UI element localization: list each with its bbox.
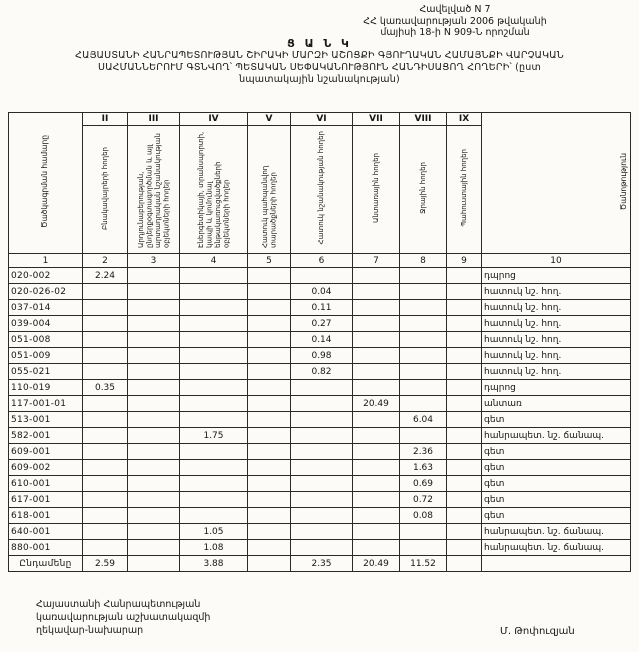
table-row [9, 284, 631, 300]
value-cell [248, 508, 291, 524]
code-cell: 020-026-02 [9, 284, 83, 300]
code-cell: 582-001 [9, 428, 83, 444]
value-cell: 2.24 [83, 268, 128, 284]
signatory-title-line: ղեկավար-նախարար [36, 625, 144, 636]
column-header-label: Պահուստային հողեր [459, 149, 468, 227]
code-cell: 880-001 [9, 540, 83, 556]
value-cell [291, 380, 353, 396]
column-number: 8 [400, 254, 447, 268]
code-cell: 610-001 [9, 476, 83, 492]
table-row [9, 412, 631, 428]
value-cell [400, 380, 447, 396]
value-cell [128, 284, 180, 300]
value-cell [447, 332, 482, 348]
value-cell [248, 444, 291, 460]
column-header-notes [482, 113, 631, 254]
value-cell [447, 524, 482, 540]
value-cell [248, 332, 291, 348]
value-cell [400, 268, 447, 284]
value-cell [447, 300, 482, 316]
note-cell: գետ [482, 508, 631, 524]
column-number: 9 [447, 254, 482, 268]
note-cell: հատուկ նշ. հող. [482, 348, 631, 364]
column-header-code [9, 113, 83, 254]
note-cell: գետ [482, 476, 631, 492]
value-cell [180, 412, 248, 428]
value-cell [180, 492, 248, 508]
value-cell [180, 460, 248, 476]
value-cell [291, 460, 353, 476]
annex-line: ՀՀ կառավարության 2006 թվականի [363, 15, 547, 27]
value-cell [83, 492, 128, 508]
table-row [9, 524, 631, 540]
column-roman: VI [291, 113, 353, 126]
value-cell [291, 524, 353, 540]
table-row [9, 300, 631, 316]
value-cell [83, 332, 128, 348]
column-header [447, 126, 482, 254]
column-header-label: Էներգետիկայի, տրանսպորտի, կապի և կոմունալ ենթակառուցվածքների օբյեկտների հողեր [196, 131, 230, 248]
value-cell [400, 300, 447, 316]
title-line: ՍԱՀՄԱՆՆԵՐՈՒՄ ԳՏՆՎՈՂ՝ ՊԵՏԱԿԱՆ ՍԵՓԱԿԱՆՈՒԹՅՈՒՆ ՀԱՆԴԻՍԱՑՈՂ ՀՈՂԵՐԻ՝ (ըստ [98, 62, 541, 73]
title-line: նպատակային նշանակության) [239, 74, 400, 85]
value-cell [400, 364, 447, 380]
value-cell [353, 476, 400, 492]
column-header-label: Հատուկ պահպանվող տարածքների հողեր [260, 165, 277, 248]
value-cell [180, 332, 248, 348]
value-cell [353, 540, 400, 556]
column-header [128, 126, 180, 254]
value-cell [400, 540, 447, 556]
code-cell: 110-019 [9, 380, 83, 396]
value-cell: 1.75 [180, 428, 248, 444]
column-header-label: Անտառային հողեր [371, 153, 380, 223]
value-cell [248, 428, 291, 444]
value-cell: 0.04 [291, 284, 353, 300]
column-roman: VIII [400, 113, 447, 126]
value-cell [83, 460, 128, 476]
note-cell: գետ [482, 492, 631, 508]
value-cell [291, 396, 353, 412]
value-cell [83, 428, 128, 444]
code-cell: 051-008 [9, 332, 83, 348]
code-cell: 020-002 [9, 268, 83, 284]
table-row [9, 316, 631, 332]
note-cell [482, 556, 631, 572]
value-cell [248, 492, 291, 508]
value-cell: 0.27 [291, 316, 353, 332]
note-cell: հատուկ նշ. հող. [482, 284, 631, 300]
value-cell [447, 380, 482, 396]
value-cell [180, 348, 248, 364]
value-cell: 0.08 [400, 508, 447, 524]
value-cell [353, 332, 400, 348]
value-cell [83, 364, 128, 380]
value-cell: 0.11 [291, 300, 353, 316]
table-row [9, 460, 631, 476]
value-cell [400, 316, 447, 332]
value-cell [447, 492, 482, 508]
code-cell: 039-004 [9, 316, 83, 332]
column-number: 7 [353, 254, 400, 268]
note-cell: հանրապետ. նշ. ճանապ. [482, 524, 631, 540]
value-cell: 0.72 [400, 492, 447, 508]
value-cell [447, 396, 482, 412]
signatory-title-line: կառավարության աշխատակազմի [36, 612, 211, 623]
column-roman: IV [180, 113, 248, 126]
value-cell [291, 476, 353, 492]
note-cell: գետ [482, 460, 631, 476]
value-cell: 20.49 [353, 556, 400, 572]
value-cell [83, 444, 128, 460]
column-header [400, 126, 447, 254]
signatory-title-block [36, 598, 210, 637]
value-cell [248, 524, 291, 540]
value-cell [447, 428, 482, 444]
column-roman: IX [447, 113, 482, 126]
column-header [353, 126, 400, 254]
column-header [291, 126, 353, 254]
table-body [9, 268, 631, 572]
table-row [9, 492, 631, 508]
table-row [9, 444, 631, 460]
column-roman: III [128, 113, 180, 126]
value-cell [128, 332, 180, 348]
value-cell [353, 460, 400, 476]
value-cell: 6.04 [400, 412, 447, 428]
note-cell: հատուկ նշ. հող. [482, 316, 631, 332]
column-header-label: Հատուկ նշանակության հողեր [317, 131, 326, 245]
value-cell [180, 284, 248, 300]
value-cell [291, 540, 353, 556]
value-cell [180, 316, 248, 332]
code-cell: 640-001 [9, 524, 83, 540]
value-cell [83, 348, 128, 364]
document-title [0, 37, 639, 86]
value-cell [128, 412, 180, 428]
value-cell [128, 348, 180, 364]
signatory-name: Մ. Թոփուզյան [500, 626, 575, 637]
value-cell [128, 460, 180, 476]
table-row [9, 508, 631, 524]
value-cell [291, 412, 353, 428]
value-cell [83, 508, 128, 524]
column-number: 5 [248, 254, 291, 268]
code-cell: 055-021 [9, 364, 83, 380]
note-cell: հանրապետ. նշ. ճանապ. [482, 540, 631, 556]
value-cell [353, 268, 400, 284]
note-cell: հանրապետ. նշ. ճանապ. [482, 428, 631, 444]
value-cell: 1.08 [180, 540, 248, 556]
value-cell [400, 348, 447, 364]
value-cell: 0.35 [83, 380, 128, 396]
value-cell [400, 284, 447, 300]
value-cell [447, 348, 482, 364]
value-cell [128, 508, 180, 524]
value-cell: 3.88 [180, 556, 248, 572]
value-cell [248, 316, 291, 332]
column-header [83, 126, 128, 254]
note-cell: գետ [482, 444, 631, 460]
value-cell [128, 444, 180, 460]
column-roman: V [248, 113, 291, 126]
value-cell [128, 300, 180, 316]
note-cell: անտառ [482, 396, 631, 412]
title-word: Ց Ա Ն Կ [287, 37, 352, 50]
column-header [180, 126, 248, 254]
column-number: 2 [83, 254, 128, 268]
value-cell [83, 284, 128, 300]
value-cell: 0.69 [400, 476, 447, 492]
value-cell [248, 284, 291, 300]
value-cell [180, 396, 248, 412]
value-cell [83, 524, 128, 540]
value-cell: 20.49 [353, 396, 400, 412]
value-cell [447, 476, 482, 492]
annex-line: մայիսի 18-ի N 909-Ն որոշման [380, 27, 530, 38]
table-row [9, 396, 631, 412]
table-row [9, 540, 631, 556]
value-cell [180, 268, 248, 284]
value-cell [447, 412, 482, 428]
value-cell [128, 524, 180, 540]
value-cell [248, 556, 291, 572]
value-cell: 2.36 [400, 444, 447, 460]
value-cell [447, 460, 482, 476]
value-cell [447, 284, 482, 300]
column-header-notes-label: Ծանոթություն [618, 152, 628, 211]
value-cell [353, 300, 400, 316]
note-cell: գետ [482, 412, 631, 428]
value-cell [180, 476, 248, 492]
column-roman: II [83, 113, 128, 126]
annex-line: Հավելված N 7 [419, 4, 491, 15]
value-cell [353, 348, 400, 364]
value-cell [83, 476, 128, 492]
note-cell: դպրոց [482, 268, 631, 284]
value-cell [291, 428, 353, 444]
table-row [9, 428, 631, 444]
value-cell [447, 444, 482, 460]
value-cell [180, 300, 248, 316]
value-cell: 2.59 [83, 556, 128, 572]
value-cell [353, 524, 400, 540]
value-cell: 0.82 [291, 364, 353, 380]
value-cell [353, 364, 400, 380]
total-label-cell: Ընդամենը [9, 556, 83, 572]
value-cell [83, 540, 128, 556]
table-row [9, 364, 631, 380]
value-cell [180, 364, 248, 380]
value-cell [447, 556, 482, 572]
annex-reference [330, 4, 580, 39]
value-cell [353, 412, 400, 428]
value-cell [128, 428, 180, 444]
column-number: 1 [9, 254, 83, 268]
value-cell [248, 540, 291, 556]
value-cell [447, 508, 482, 524]
code-cell: 037-014 [9, 300, 83, 316]
roman-numeral-row [9, 113, 631, 126]
value-cell [128, 556, 180, 572]
note-cell: դպրոց [482, 380, 631, 396]
value-cell [447, 316, 482, 332]
value-cell [353, 492, 400, 508]
value-cell [248, 300, 291, 316]
value-cell [400, 396, 447, 412]
value-cell [83, 396, 128, 412]
value-cell [248, 396, 291, 412]
code-cell: 617-001 [9, 492, 83, 508]
value-cell: 1.63 [400, 460, 447, 476]
table-row [9, 332, 631, 348]
value-cell [83, 300, 128, 316]
column-roman: VII [353, 113, 400, 126]
code-cell: 618-001 [9, 508, 83, 524]
value-cell [291, 492, 353, 508]
value-cell [248, 348, 291, 364]
value-cell [128, 364, 180, 380]
value-cell [291, 508, 353, 524]
value-cell [400, 428, 447, 444]
value-cell: 1.05 [180, 524, 248, 540]
column-header-label: Բնակավայրերի հողեր [100, 146, 109, 230]
value-cell [128, 476, 180, 492]
title-line: ՀԱՅԱՍՏԱՆԻ ՀԱՆՐԱՊԵՏՈՒԹՅԱՆ ՇԻՐԱԿԻ ՄԱՐԶԻ ԱՇՈՑՔԻ ԳՅՈՒՂԱԿԱՆ ՀԱՄԱՅՆՔԻ ՎԱՐՉԱԿԱՆ [75, 50, 564, 61]
value-cell [291, 268, 353, 284]
column-header-code-label: Ծածկագրման համարը [40, 134, 50, 229]
value-cell [248, 268, 291, 284]
value-cell [128, 540, 180, 556]
column-number: 10 [482, 254, 631, 268]
value-cell [353, 444, 400, 460]
value-cell [447, 364, 482, 380]
value-cell [248, 412, 291, 428]
note-cell: հատուկ նշ. հող. [482, 364, 631, 380]
value-cell [400, 332, 447, 348]
value-cell [128, 268, 180, 284]
note-cell: հատուկ նշ. հող. [482, 300, 631, 316]
column-header [248, 126, 291, 254]
value-cell [180, 444, 248, 460]
table-row [9, 348, 631, 364]
value-cell [248, 380, 291, 396]
value-cell [353, 380, 400, 396]
column-header-label: Ջրային հողեր [418, 162, 427, 214]
value-cell [291, 444, 353, 460]
value-cell [128, 316, 180, 332]
value-cell [248, 364, 291, 380]
code-cell: 117-001-01 [9, 396, 83, 412]
column-number: 3 [128, 254, 180, 268]
value-cell [128, 380, 180, 396]
value-cell [400, 524, 447, 540]
total-row [9, 556, 631, 572]
column-number: 6 [291, 254, 353, 268]
value-cell [180, 380, 248, 396]
value-cell [353, 284, 400, 300]
note-cell: հատուկ նշ. հող. [482, 332, 631, 348]
value-cell [447, 540, 482, 556]
value-cell [248, 460, 291, 476]
table-row [9, 380, 631, 396]
value-cell [128, 396, 180, 412]
value-cell [353, 428, 400, 444]
value-cell [447, 268, 482, 284]
signatory-title-line: Հայաստանի Հանրապետության [36, 599, 201, 610]
land-parcels-table [8, 112, 631, 572]
value-cell [128, 492, 180, 508]
column-header-label: Արդյունաբերության, ընդերքօգտագործման և այլ արտադրական նշանակության օբյեկտների հողեր [136, 133, 170, 248]
value-cell [248, 476, 291, 492]
code-cell: 513-001 [9, 412, 83, 428]
value-cell: 0.14 [291, 332, 353, 348]
value-cell: 2.35 [291, 556, 353, 572]
value-cell [180, 508, 248, 524]
code-cell: 609-002 [9, 460, 83, 476]
code-cell: 051-009 [9, 348, 83, 364]
column-number-row [9, 254, 631, 268]
table-row [9, 476, 631, 492]
table-row [9, 268, 631, 284]
value-cell: 11.52 [400, 556, 447, 572]
column-number: 4 [180, 254, 248, 268]
code-cell: 609-001 [9, 444, 83, 460]
value-cell: 0.98 [291, 348, 353, 364]
value-cell [83, 316, 128, 332]
value-cell [353, 316, 400, 332]
value-cell [353, 508, 400, 524]
value-cell [83, 412, 128, 428]
